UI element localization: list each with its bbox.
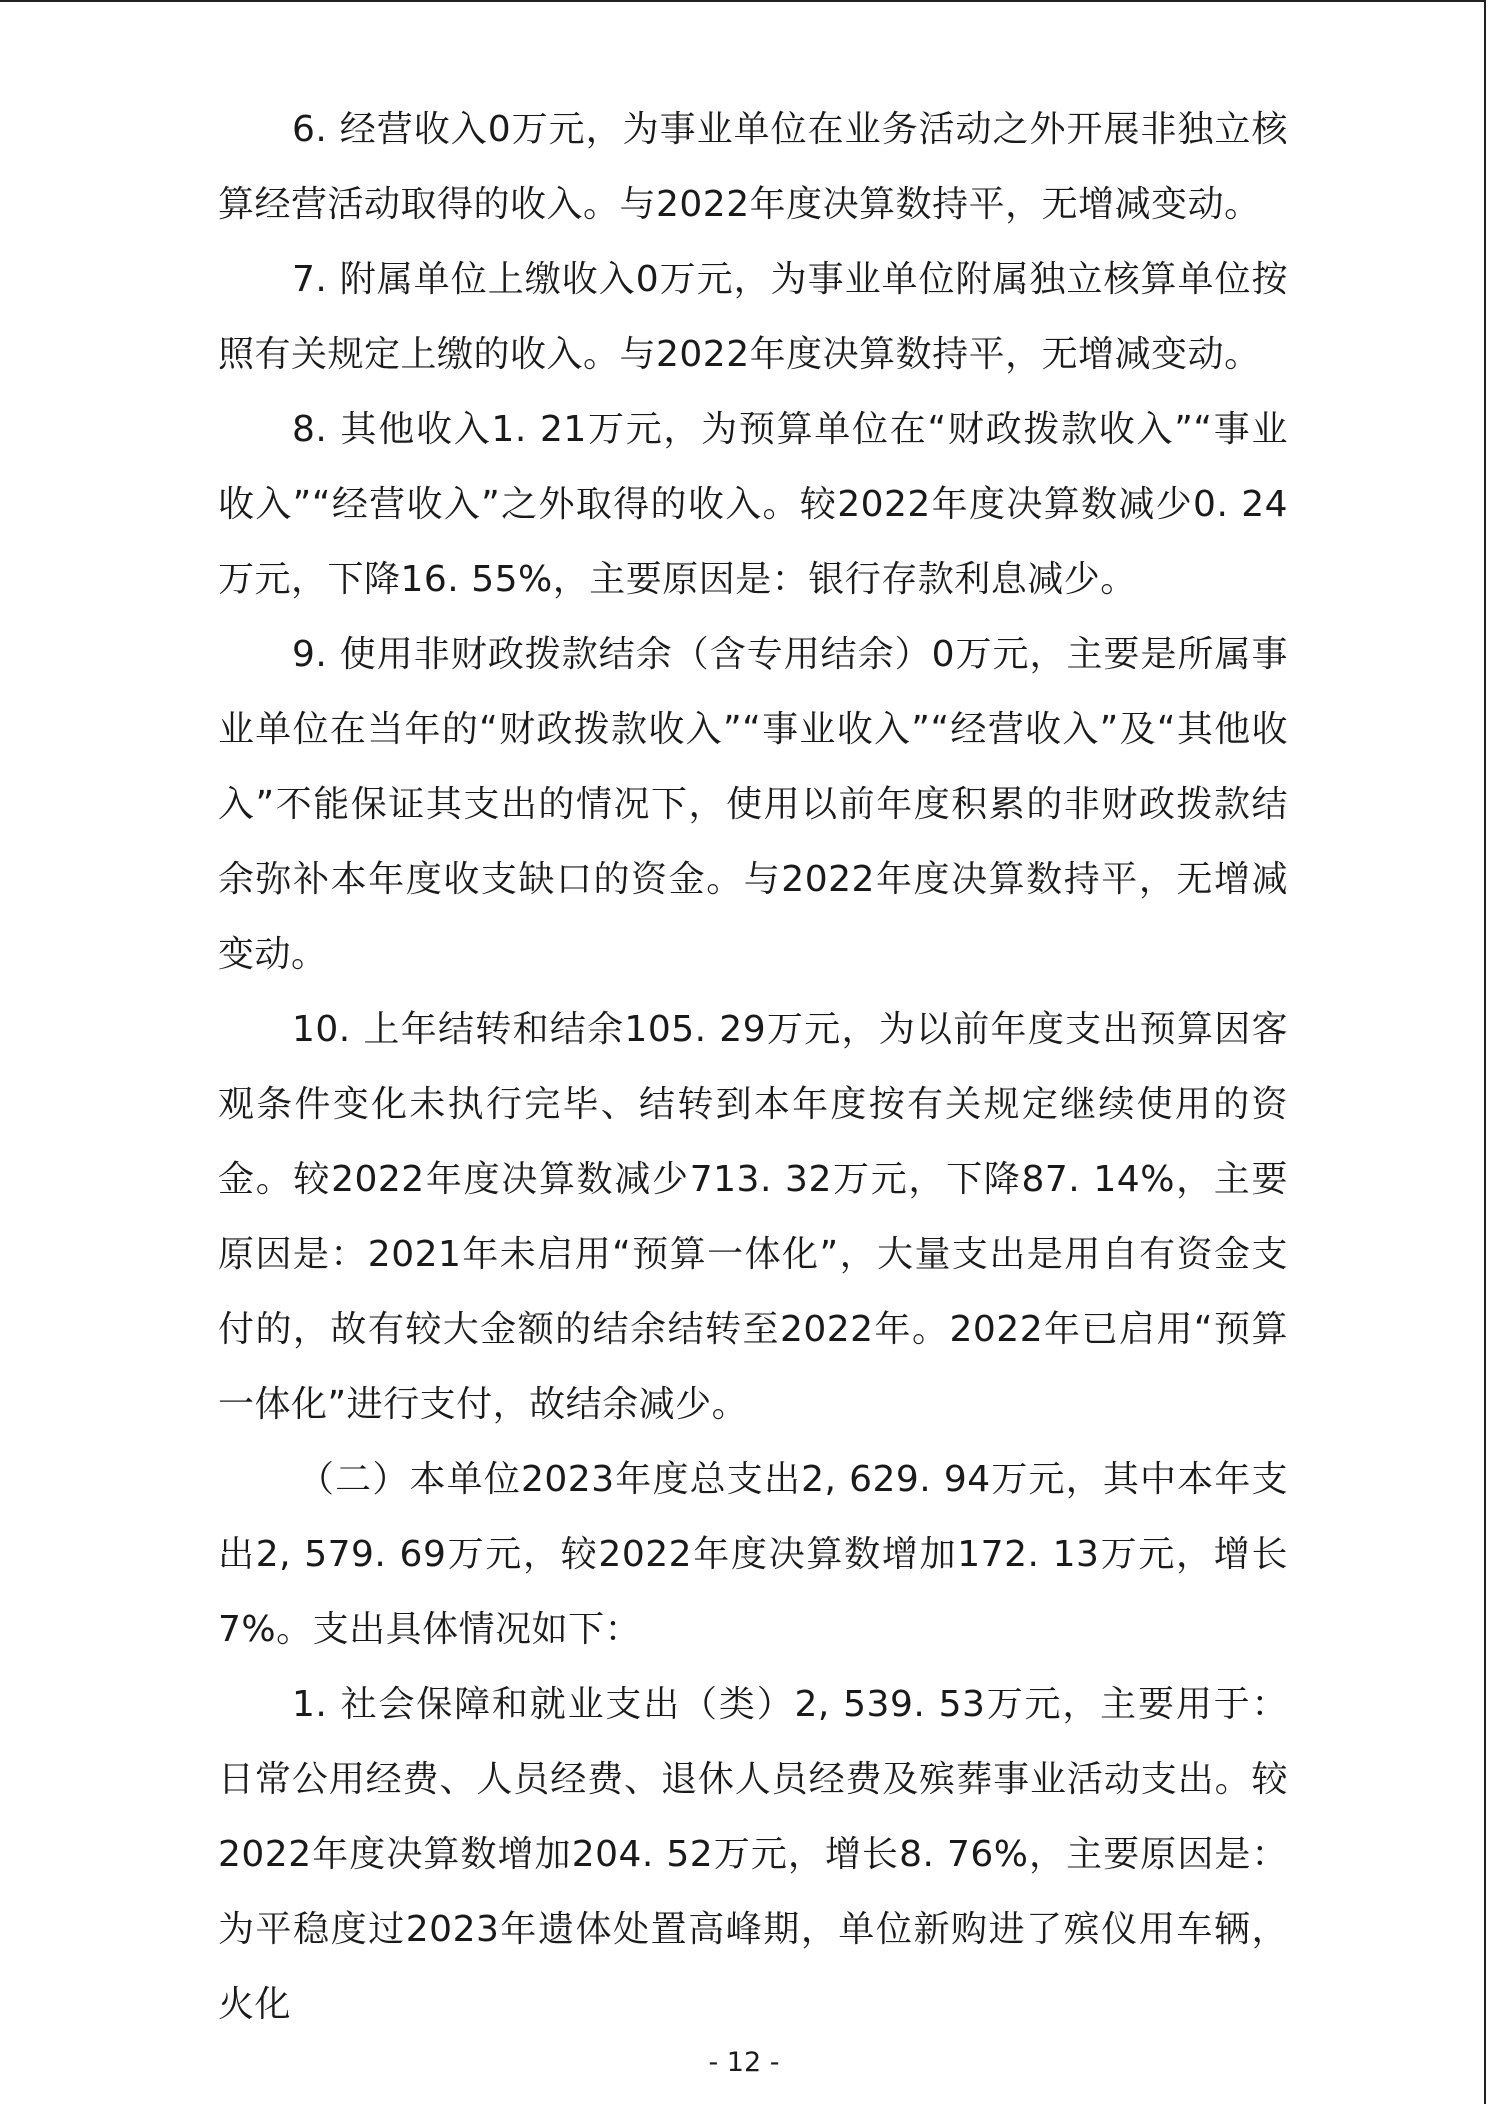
paragraph-total-expenditure: （二）本单位2023年度总支出2, 629. 94万元，其中本年支出2, 579. 69万元，较2022年度决算数增加172. 13万元，增长7%。支出具体情况如下： [218,1459,1288,1650]
paragraph-social-security-expenditure: 1. 社会保障和就业支出（类）2, 539. 53万元，主要用于：日常公用经费、人员经费、退休人员经费及殡葬事业活动支出。较2022年度决算数增加204. 52万元，增长8. 76%，主要原因是：为平稳度过2023年遗体处置高峰期，单位新购进了殡仪用车辆，火化 [218,1684,1288,2025]
paragraph-affiliated-unit-income: 7. 附属单位上缴收入0万元，为事业单位附属独立核算单位按照有关规定上缴的收入。与2022年度决算数持平，无增减变动。 [218,259,1288,375]
paragraph-carryover-surplus: 10. 上年结转和结余105. 29万元，为以前年度支出预算因客观条件变化未执行完毕、结转到本年度按有关规定继续使用的资金。较2022年度决算数减少713. 32万元，下降87. 14%，主要原因是：2021年未启用“预算一体化”，大量支出是用自有资金支付的，故有较大金额的结余结转至2022年。2022年已启用“预算一体化”进行支付，故结余减少。 [218,1009,1288,1425]
paragraph-non-fiscal-surplus: 9. 使用非财政拨款结余（含专用结余）0万元，主要是所属事业单位在当年的“财政拨款收入”“事业收入”“经营收入”及“其他收入”不能保证其支出的情况下，使用以前年度积累的非财政拨款结余弥补本年度收支缺口的资金。与2022年度决算数持平，无增减变动。 [218,634,1288,975]
document-body [218,92,1288,2042]
paragraph-operating-income: 6. 经营收入0万元，为事业单位在业务活动之外开展非独立核算经营活动取得的收入。与2022年度决算数持平，无增减变动。 [218,109,1288,225]
page-number: - 12 - [708,2047,780,2078]
paragraph-other-income: 8. 其他收入1. 21万元，为预算单位在“财政拨款收入”“事业收入”“经营收入”之外取得的收入。较2022年度决算数减少0. 24万元，下降16. 55%，主要原因是：银行存款利息减少。 [218,409,1288,600]
